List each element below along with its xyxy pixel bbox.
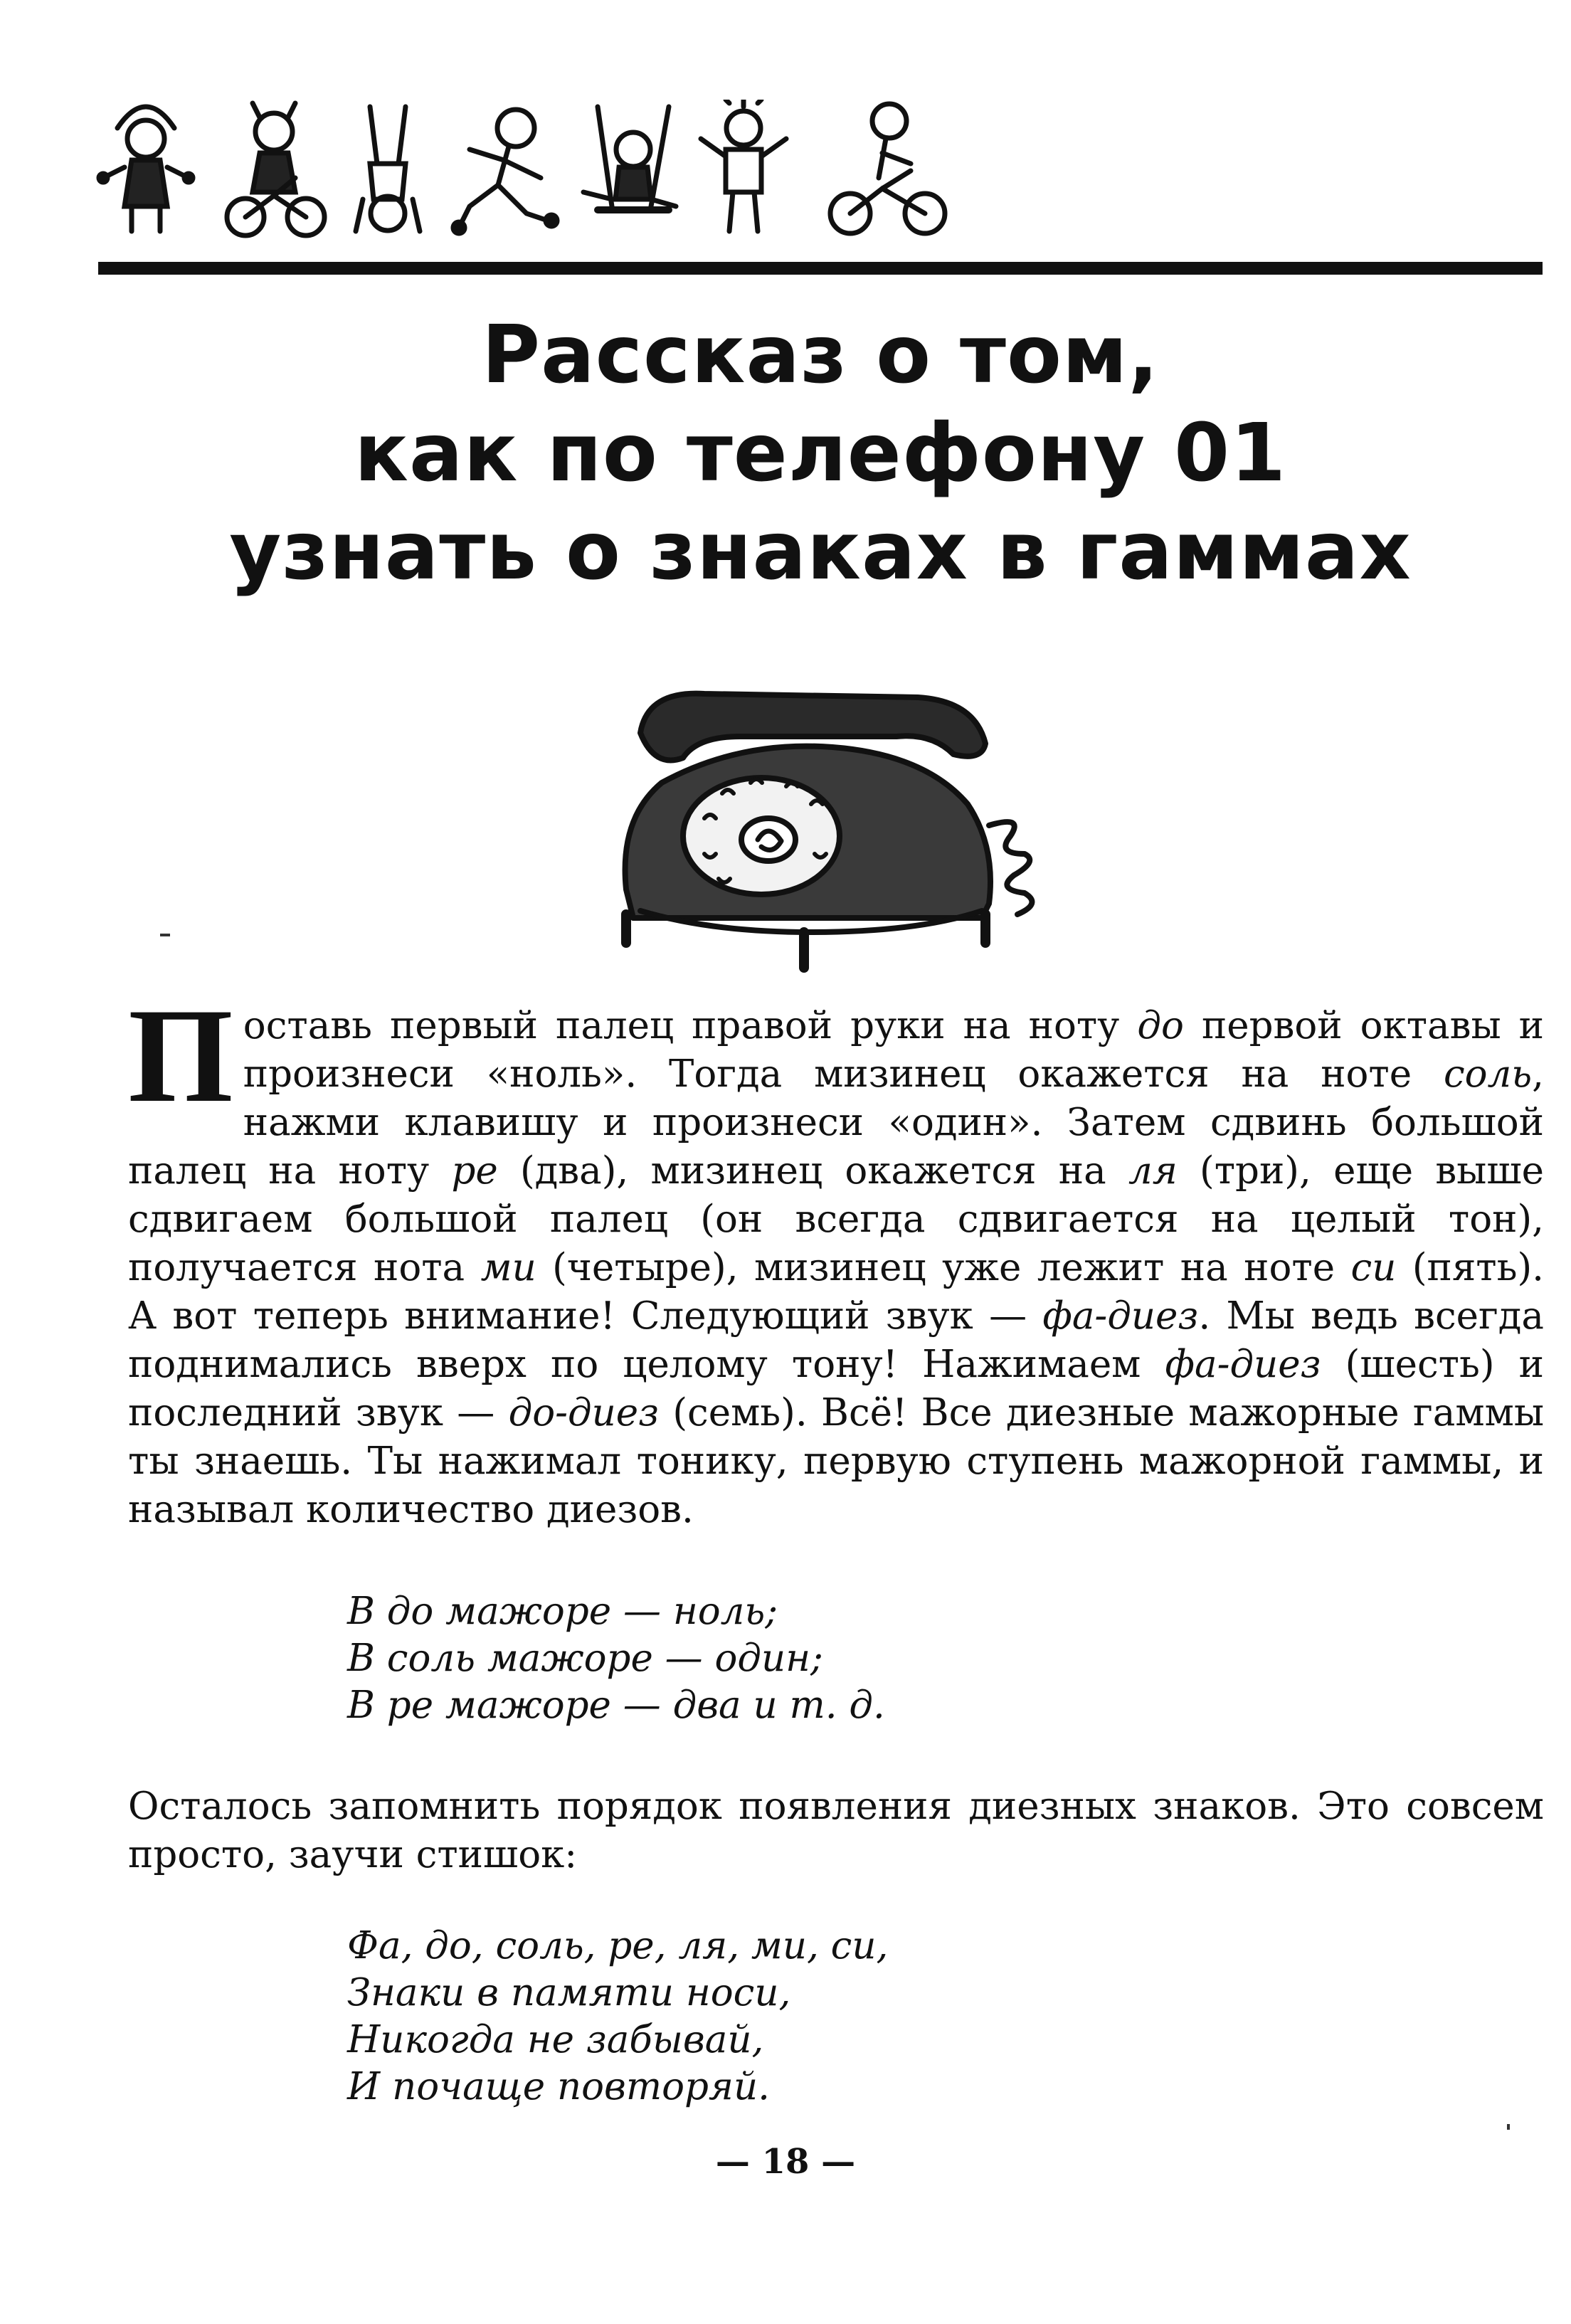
note-name: ми: [480, 1246, 536, 1289]
note-name: соль: [1443, 1052, 1533, 1096]
verse-line: В соль мажоре — один;: [347, 1637, 823, 1680]
verse-line: Знаки в памяти носи,: [347, 1971, 791, 2014]
verse-line: Никогда не забывай,: [347, 2018, 764, 2061]
text-segment: . Мы ведь всегда поднимались вверх по целому тону! Нажимаем: [128, 1294, 1544, 1386]
running-kid-icon: [453, 110, 557, 233]
verse-line: В ре мажоре — два и т. д.: [347, 1684, 885, 1727]
page-number: — 18 —: [715, 2142, 856, 2182]
header-rule: [98, 262, 1543, 275]
text-segment: (семь). Всё! Все диезные мажорные гаммы ты знаешь. Ты нажимал тонику, первую ступень мажорной гаммы, и называл количество диезов.: [128, 1391, 1545, 1531]
note-name: ре: [451, 1149, 498, 1193]
header-children-illustration: [92, 100, 982, 242]
text-segment: оставь первый палец правой руки на ноту: [243, 1004, 1138, 1047]
text-segment: , нажми клавишу и произнеси «один». Затем сдвинь большой палец на ноту: [128, 1052, 1544, 1193]
drop-cap: П: [128, 981, 233, 1131]
page-title: [98, 306, 1543, 601]
verse-line: В до мажоре — ноль;: [347, 1590, 778, 1633]
note-name: си: [1350, 1246, 1397, 1289]
jump-rope-girl-icon: [99, 107, 193, 231]
girl-on-swing-icon: [583, 107, 676, 210]
title-line-2: как по телефону 01: [354, 407, 1287, 500]
title-line-1: Рассказ о том,: [482, 309, 1159, 401]
scan-speck: [1507, 2124, 1510, 2130]
note-name: до: [1137, 1004, 1184, 1047]
text-segment: (четыре), мизинец уже лежит на ноте: [536, 1246, 1351, 1289]
text-segment: (пять). А вот теперь внимание! Следующий звук —: [128, 1246, 1544, 1338]
main-paragraph: [128, 981, 1545, 1534]
note-name: фа-диез: [1165, 1343, 1321, 1386]
standing-kid-icon: [701, 100, 786, 231]
note-name: до-диез: [508, 1391, 660, 1435]
title-line-3: узнать о знаках в гаммах: [229, 505, 1412, 598]
text-segment: (шесть) и последний звук —: [128, 1343, 1544, 1435]
second-paragraph: Осталось запомнить порядок появления диезных знаков. Это совсем просто, заучи стишок:: [128, 1785, 1544, 1876]
rotary-telephone-illustration: [598, 676, 1053, 975]
verse-line: Фа, до, соль, ре, ля, ми, си,: [347, 1924, 889, 1968]
verse-major-keys: [347, 1588, 885, 1729]
note-name: фа-диез: [1042, 1294, 1199, 1338]
note-name: ля: [1128, 1149, 1178, 1193]
text-segment: первой октавы и произнеси «ноль». Тогда мизинец окажется на ноте: [243, 1004, 1545, 1096]
text-segment: (три), еще выше сдвигаем большой палец (он всегда сдвигается на целый тон), получается нота: [128, 1149, 1544, 1289]
girl-on-bicycle-icon: [227, 103, 324, 236]
text-segment: (два), мизинец окажется на: [497, 1149, 1128, 1193]
verse-sharps-order: [347, 1923, 888, 2111]
handstand-kid-icon: [356, 107, 420, 231]
scan-speck: [160, 934, 170, 936]
verse-line: И почаще повторяй.: [347, 2065, 770, 2108]
kid-on-bicycle-icon: [830, 104, 945, 233]
